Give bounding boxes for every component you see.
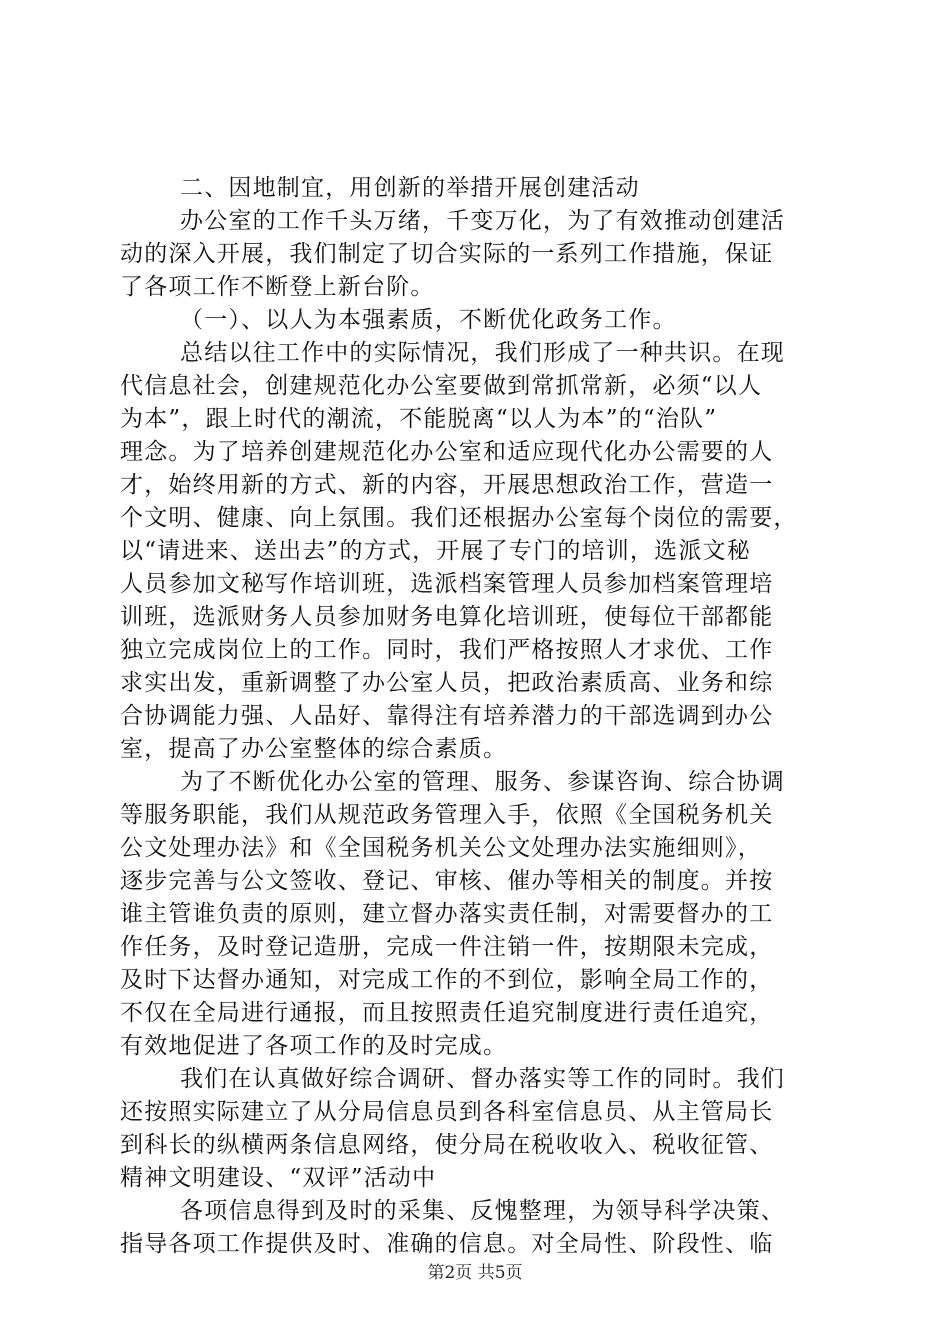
text-line: 了各项工作不断登上新台阶。 — [120, 274, 435, 300]
document-body — [120, 172, 840, 1261]
text-line: 指导各项工作提供及时、准确的信息。对全局性、阶段性、临 — [120, 1231, 774, 1257]
text-line: 谁主管谁负责的原则，建立督办落实责任制，对需要督办的工 — [120, 901, 774, 927]
text-line: 个文明、健康、向上氛围。我们还根据办公室每个岗位的需要， — [120, 505, 798, 531]
text-line: 逐步完善与公文签收、登记、审核、催办等相关的制度。并按 — [120, 868, 774, 894]
text-line: 训班，选派财务人员参加财务电算化培训班，使每位干部都能 — [120, 604, 774, 630]
text-line: 总结以往工作中的实际情况，我们形成了一种共识。在现 — [180, 340, 785, 366]
text-line: 精神文明建设、“双评”活动中 — [120, 1165, 437, 1191]
text-line: 室，提高了办公室整体的综合素质。 — [120, 736, 508, 762]
text-line: 各项信息得到及时的采集、反愧整理，为领导科学决策、 — [180, 1198, 785, 1224]
text-line: （一）、以人为本强素质，不断优化政务工作。 — [180, 307, 677, 333]
text-line: 不仅在全局进行通报，而且按照责任追究制度进行责任追究， — [120, 1000, 774, 1026]
text-line: 合协调能力强、人品好、靠得注有培养潜力的干部选调到办公 — [120, 703, 774, 729]
text-line: 我们在认真做好综合调研、督办落实等工作的同时。我们 — [180, 1066, 785, 1092]
text-line: 为本”，跟上时代的潮流，不能脱离“以人为本”的“治队” — [120, 406, 718, 432]
text-line: 等服务职能，我们从规范政务管理入手，依照《全国税务机关 — [120, 802, 774, 828]
text-line: 到科长的纵横两条信息网络，使分局在税收收入、税收征管、 — [120, 1132, 774, 1158]
text-line: 求实出发，重新调整了办公室人员，把政治素质高、业务和综 — [120, 670, 774, 696]
text-line: 为了不断优化办公室的管理、服务、参谋咨询、综合协调 — [180, 769, 785, 795]
text-line: 以“请进来、送出去”的方式，开展了专门的培训，选派文秘 — [120, 538, 751, 564]
text-line: 代信息社会，创建规范化办公室要做到常抓常新，必须“以人 — [120, 373, 763, 399]
text-line: 理念。为了培养创建规范化办公室和适应现代化办公需要的人 — [120, 439, 774, 465]
text-line: 及时下达督办通知，对完成工作的不到位，影响全局工作的， — [120, 967, 774, 993]
text-line: 还按照实际建立了从分局信息员到各科室信息员、从主管局长 — [120, 1099, 774, 1125]
text-line: 作任务，及时登记造册，完成一件注销一件，按期限未完成， — [120, 934, 774, 960]
page-footer: 第2页 共5页 — [427, 1263, 523, 1283]
text-line: 有效地促进了各项工作的及时完成。 — [120, 1033, 508, 1059]
text-line: 动的深入开展，我们制定了切合实际的一系列工作措施，保证 — [120, 241, 774, 267]
text-line: 二、因地制宜，用创新的举措开展创建活动 — [180, 175, 640, 201]
text-line: 公文处理办法》和《全国税务机关公文处理办法实施细则》， — [120, 835, 762, 861]
text-line: 独立完成岗位上的工作。同时，我们严格按照人才求优、工作 — [120, 637, 774, 663]
text-line: 人员参加文秘写作培训班，选派档案管理人员参加档案管理培 — [120, 571, 774, 597]
text-line: 办公室的工作千头万绪，千变万化，为了有效推动创建活 — [180, 208, 785, 234]
text-line: 才，始终用新的方式、新的内容，开展思想政治工作，营造一 — [120, 472, 774, 498]
